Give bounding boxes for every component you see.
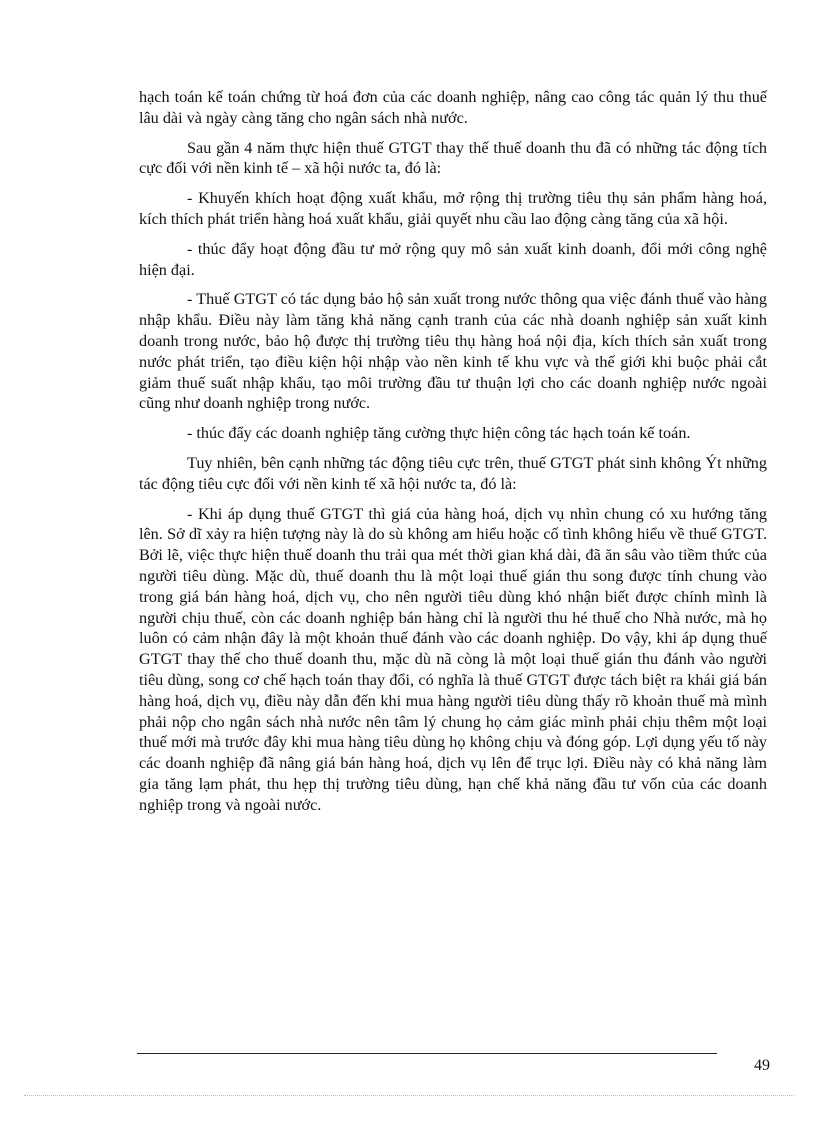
page-bottom-dotted-line [24,1095,794,1096]
paragraph-3: - Khuyến khích hoạt động xuất khẩu, mở rộng thị trường tiêu thụ sản phẩm hàng hoá, kích thích phát triển hàng hoá xuất khẩu, giải quyết nhu cầu lao động càng tăng của xã hội. [139,189,767,228]
paragraph-7: Tuy nhiên, bên cạnh những tác động tiêu cực trên, thuế GTGT phát sinh không Ýt những tác động tiêu cực đối với nền kinh tế xã hội nước ta, đó là: [139,453,767,493]
paragraph-2: Sau gần 4 năm thực hiện thuế GTGT thay thế thuế doanh thu đã có những tác động tích cực đối với nền kinh tế – xã hội nước ta, đó là: [139,138,767,178]
page-number: 49 [754,1057,770,1074]
paragraph-6: - thúc đẩy các doanh nghiệp tăng cường thực hiện công tác hạch toán kế toán. [187,424,691,443]
paragraph-5: - Thuế GTGT có tác dụng bảo hộ sản xuất trong nước thông qua việc đánh thuế vào hàng nhập khẩu. Điều này làm tăng khả năng cạnh tranh của các nhà doanh nghiệp sản xuất kinh doanh trong nước, bảo hộ được thị trường tiêu thụ hàng hoá nội địa, kích thích sản xuất trong nước phát triển, tạo điều kiện hội nhập vào nền kinh tế khu vực và thế giới khi buộc phải cắt giảm thuế suất nhập khẩu, tạo môi trường đầu tư thuận lợi cho các doanh nghiệp nước ngoài cũng như doanh nghiệp trong nước. [139,290,767,413]
paragraph-1: hạch toán kế toán chứng từ hoá đơn của các doanh nghiệp, nâng cao công tác quản lý thu thuế lâu dài và ngày càng tăng cho ngân sách nhà nước. [139,88,767,127]
paragraph-8: - Khi áp dụng thuế GTGT thì giá của hàng hoá, dịch vụ nhìn chung có xu hướng tăng lên. Sở dĩ xảy ra hiện tượng này là do sù không am hiểu hoặc cố tình không hiểu về thuế GTGT. Bởi lẽ, việc thực hiện thuế doanh thu trải qua mét thời gian khá dài, đã ăn sâu vào tiềm thức của người tiêu dùng. Mặc dù, thuế doanh thu là một loại thuế gián thu song được tính chung vào trong giá bán hàng hoá, dịch vụ, cho nên người tiêu dùng khó nhận biết được chính mình là người chịu thuế, còn các doanh nghiệp bán hàng chỉ là người thu hé thuế cho Nhà nước, mà họ luôn có cảm nhận đây là một khoản thuế đánh vào các doanh nghiệp. Do vậy, khi áp dụng thuế GTGT thay thế cho thuế doanh thu, mặc dù nã còng là một loại thuế gián thu đánh vào người tiêu dùng, song cơ chế hạch toán thay đổi, có nghĩa là thuế GTGT được tách biệt ra khái giá bán hàng hoá, dịch vụ, điều này dẫn đến khi mua hàng người tiêu dùng thấy rõ khoản thuế mà mình phải nộp cho ngân sách nhà nước nên tâm lý chung họ cảm giác mình phải chịu thêm một loại thuế mới mà trước đây khi mua hàng tiêu dùng họ không chịu và đóng góp. Lợi dụng yếu tố này các doanh nghiệp đã nâng giá bán hàng hoá, dịch vụ lên để trục lợi. Điều này có khả năng làm gia tăng lạm phát, thu hẹp thị trường tiêu dùng, hạn chế khả năng đầu tư vốn của các doanh nghiệp trong và ngoài nước. [139,504,767,814]
footer-rule [137,1053,717,1054]
document-body [139,87,767,825]
paragraph-4: - thúc đẩy hoạt động đầu tư mở rộng quy mô sản xuất kinh doanh, đổi mới công nghệ hiện đại. [139,239,767,279]
